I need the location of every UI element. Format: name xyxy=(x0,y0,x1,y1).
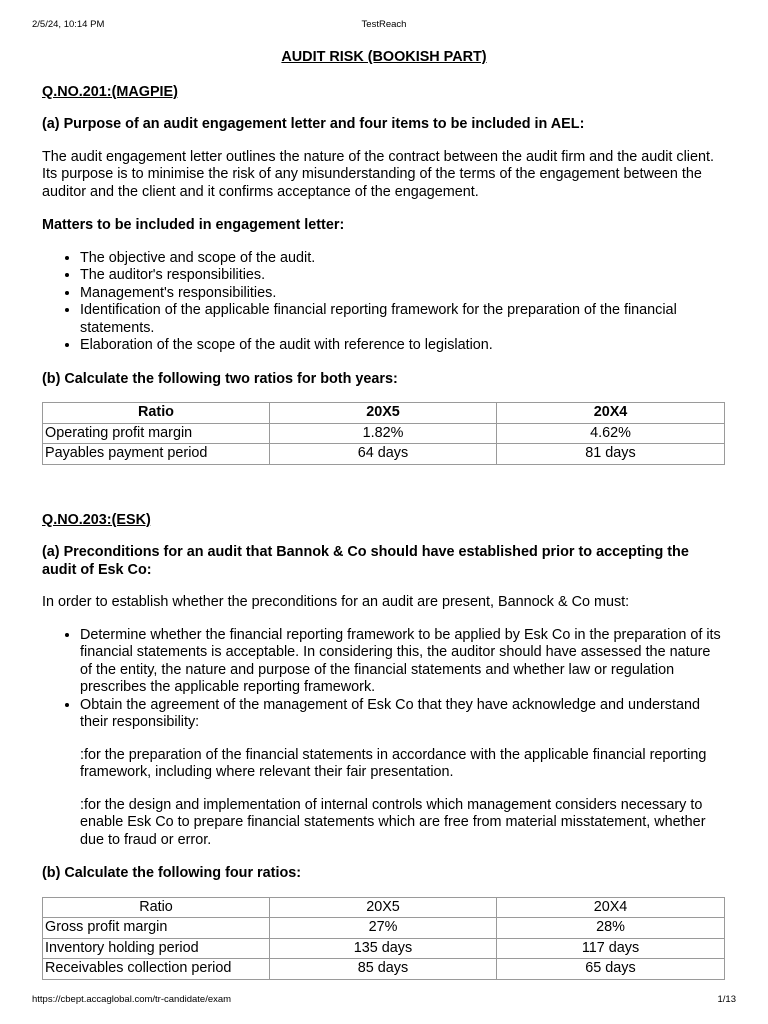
q201-part-a-heading: (a) Purpose of an audit engagement letter and four items to be included in AEL: xyxy=(42,116,585,132)
table-header-row xyxy=(43,897,725,918)
page-title: AUDIT RISK (BOOKISH PART) xyxy=(281,49,487,65)
list-item: • Elaboration of the scope of the audit with reference to legislation. xyxy=(80,337,726,355)
document-body xyxy=(42,49,726,980)
q203-part-a-heading: (a) Preconditions for an audit that Bannok & Co should have established prior to accepting the audit of Esk Co: xyxy=(42,544,689,578)
table-header-cell: Ratio xyxy=(43,897,270,918)
table-cell: 1.82% xyxy=(270,423,497,444)
q203-part-b-heading: (b) Calculate the following four ratios: xyxy=(42,865,302,881)
print-datetime: 2/5/24, 10:14 PM xyxy=(32,19,105,30)
q201-matters-list xyxy=(42,250,726,355)
table-cell: 28% xyxy=(497,918,725,939)
q203-intro: In order to establish whether the preconditions for an audit are present, Bannock & Co must: xyxy=(42,594,630,610)
table-cell: Inventory holding period xyxy=(43,938,270,959)
table-cell: 64 days xyxy=(270,444,497,465)
table-cell: 4.62% xyxy=(497,423,725,444)
print-site-title: TestReach xyxy=(361,19,407,30)
q203-sub-point: :for the preparation of the financial statements in accordance with the applicable financial reporting framework, including where relevant their fair presentation. xyxy=(80,746,707,780)
table-row xyxy=(43,918,725,939)
list-item: • The auditor's responsibilities. xyxy=(80,267,726,285)
table-header-cell: 20X5 xyxy=(270,403,497,424)
table-cell: 65 days xyxy=(497,959,725,980)
q203-label: Q.NO.203:(ESK) xyxy=(42,511,151,528)
table-header-cell: Ratio xyxy=(43,403,270,424)
table-cell: Gross profit margin xyxy=(43,918,270,939)
table-row xyxy=(43,938,725,959)
page-number: 1/13 xyxy=(717,994,736,1005)
list-item: • The objective and scope of the audit. xyxy=(80,250,726,268)
q203-ratio-table xyxy=(42,897,725,980)
q201-part-a-text: The audit engagement letter outlines the nature of the contract between the audit firm and the audit client. Its purpose is to minimise the risk of any misunderstanding of the terms of the engagement between the auditor and the client and it confirms acceptance of the engagement. xyxy=(42,148,714,200)
q201-ratio-table xyxy=(42,402,725,465)
list-item: • Determine whether the financial reporting framework to be applied by Esk Co in the preparation of its financial statements is acceptable. In considering this, the auditor should have assessed the nature of the entity, the nature and purpose of the financial statements and whether law or regulation prescribes the applicable reporting framework. xyxy=(80,627,726,697)
table-cell: 117 days xyxy=(497,938,725,959)
table-cell: Receivables collection period xyxy=(43,959,270,980)
q203-sub-point: :for the design and implementation of internal controls which management considers necessary to enable Esk Co to prepare financial statements which are free from material misstatement, whether due to fraud or error. xyxy=(80,796,706,848)
print-url: https://cbept.accaglobal.com/tr-candidate/exam xyxy=(32,994,232,1005)
table-cell: Payables payment period xyxy=(43,444,270,465)
table-header-row xyxy=(43,403,725,424)
q201-part-b-heading: (b) Calculate the following two ratios for both years: xyxy=(42,370,398,387)
q201-label: Q.NO.201:(MAGPIE) xyxy=(42,83,178,100)
q203-bullets xyxy=(42,627,726,732)
table-row xyxy=(43,444,725,465)
table-row xyxy=(43,423,725,444)
table-header-cell: 20X4 xyxy=(497,897,725,918)
table-row xyxy=(43,959,725,980)
q201-matters-heading: Matters to be included in engagement letter: xyxy=(42,217,345,233)
list-item: • Obtain the agreement of the management of Esk Co that they have acknowledge and understand their responsibility: xyxy=(80,697,726,732)
list-item: • Identification of the applicable financial reporting framework for the preparation of the financial statements. xyxy=(80,302,726,337)
table-cell: 27% xyxy=(270,918,497,939)
table-cell: 135 days xyxy=(270,938,497,959)
table-cell: Operating profit margin xyxy=(43,423,270,444)
table-header-cell: 20X5 xyxy=(270,897,497,918)
table-header-cell: 20X4 xyxy=(497,403,725,424)
list-item: • Management's responsibilities. xyxy=(80,285,726,303)
table-cell: 85 days xyxy=(270,959,497,980)
table-cell: 81 days xyxy=(497,444,725,465)
